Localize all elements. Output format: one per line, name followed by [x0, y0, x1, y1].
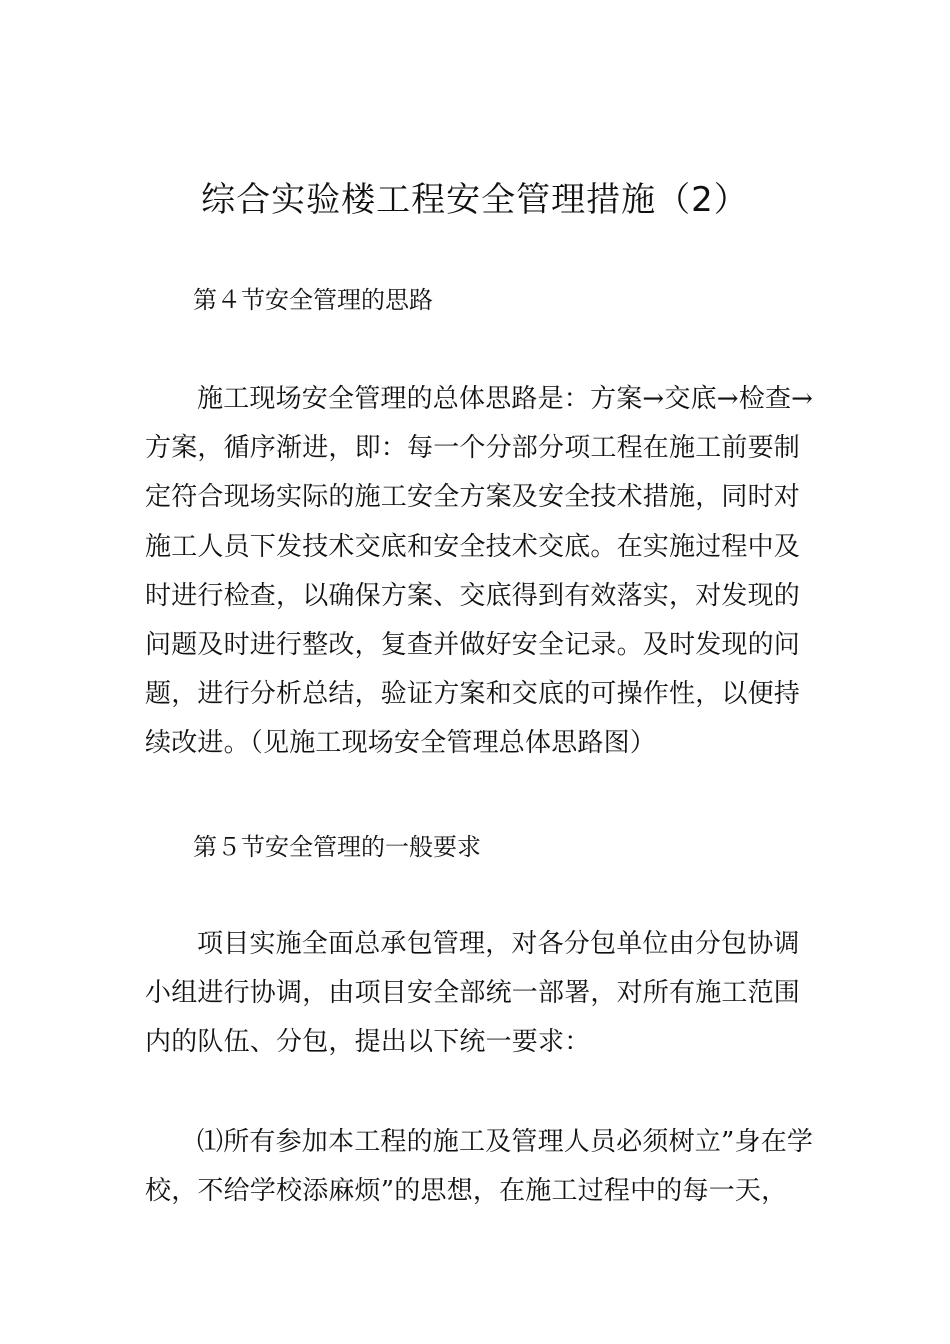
section-5-heading: 第５节安全管理的一般要求 [193, 833, 481, 861]
section-5-item-1: ⑴所有参加本工程的施工及管理人员必须树立”身在学校，不给学校添麻烦”的思想，在施工过程中的每一天， [145, 1127, 814, 1207]
section-5-paragraph: 项目实施全面总承包管理，对各分包单位由分包协调小组进行协调，由项目安全部统一部署，对所有施工范围内的队伍、分包，提出以下统一要求： [145, 929, 801, 1058]
section-4-heading: 第４节安全管理的思路 [193, 286, 433, 314]
section-4-paragraph: 施工现场安全管理的总体思路是：方案→交底→检查→方案，循序渐进，即：每一个分部分项工程在施工前要制定符合现场实际的施工安全方案及安全技术措施，同时对施工人员下发技术交底和安全技术交底。在实施过程中及时进行检查，以确保方案、交底得到有效落实，对发现的问题及时进行整改，复查并做好安全记录。及时发现的问题，进行分析总结，验证方案和交底的可操作性，以便持续改进。（见施工现场安全管理总体思路图） [145, 384, 814, 759]
document-title: 综合实验楼工程安全管理措施（2） [201, 180, 749, 220]
